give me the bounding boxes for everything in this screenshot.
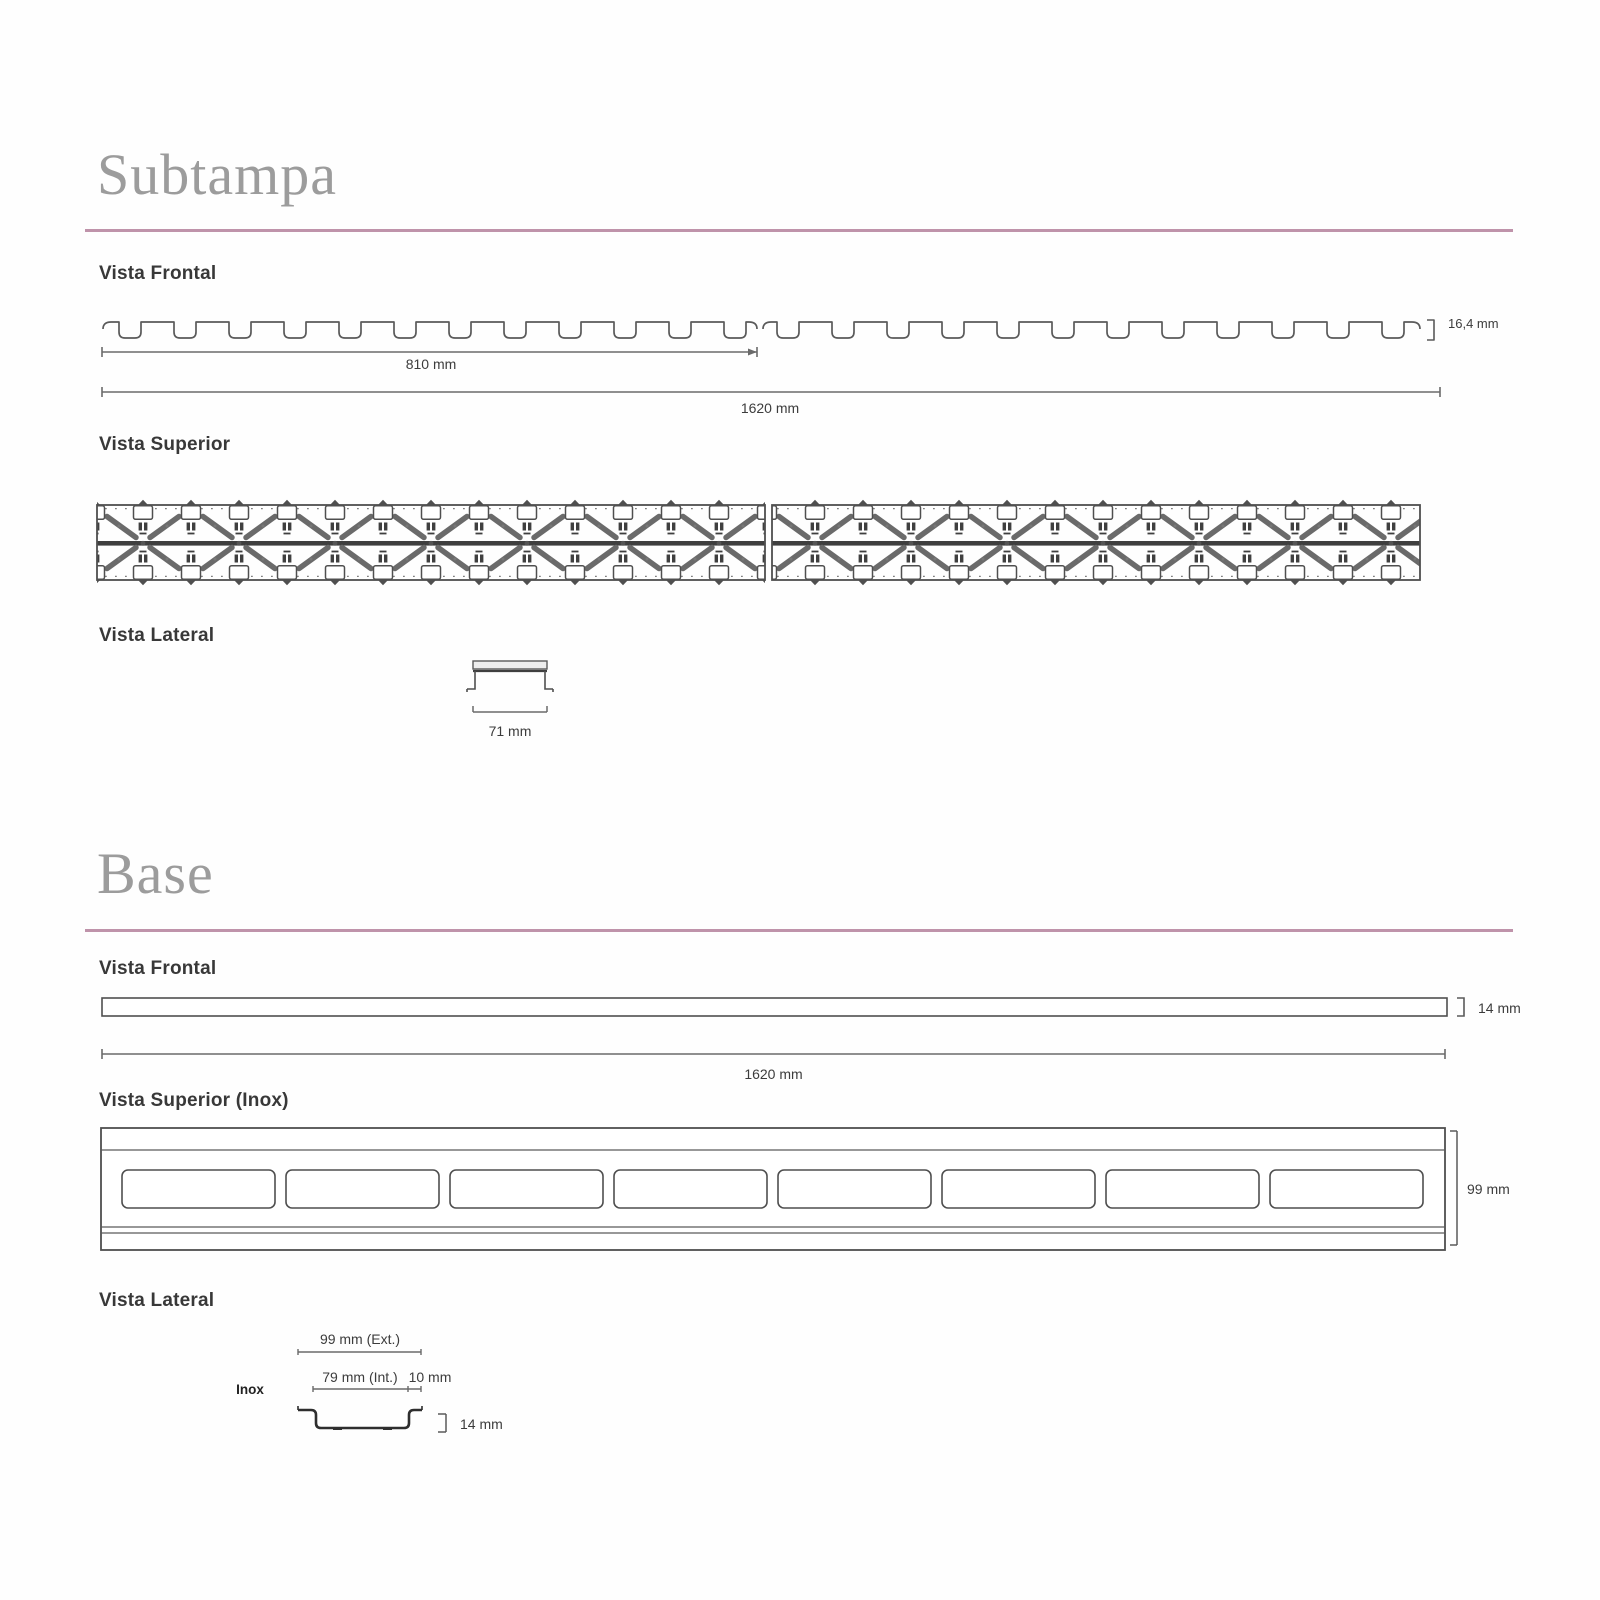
base-lateral-heading: Vista Lateral — [99, 1290, 215, 1311]
subtampa-dim-810-label: 810 mm — [405, 356, 457, 372]
subtampa-superior-heading: Vista Superior — [99, 434, 231, 455]
base-thickness-label: 14 mm — [1478, 1000, 1521, 1016]
subtampa-divider-rule — [85, 229, 1513, 232]
base-frontal-heading: Vista Frontal — [99, 958, 217, 979]
ext-dim-bracket — [298, 1349, 421, 1355]
base-material-label: Inox — [236, 1382, 264, 1397]
subtampa-dim-71-line — [460, 703, 560, 717]
subtampa-title: Subtampa — [97, 142, 337, 207]
base-title: Base — [97, 841, 214, 906]
int-dim-bracket — [313, 1386, 421, 1392]
base-superior-heading: Vista Superior (Inox) — [99, 1090, 289, 1111]
subtampa-lateral-profile-drawing — [460, 652, 560, 700]
base-lateral-thickness-label: 14 mm — [460, 1416, 503, 1432]
subtampa-dim-71-label: 71 mm — [488, 723, 532, 739]
base-flange-dim-label: 10 mm — [408, 1369, 452, 1385]
subtampa-frontal-heading: Vista Frontal — [99, 263, 217, 284]
base-frontal-profile-drawing — [95, 994, 1475, 1024]
base-superior-drawing — [98, 1126, 1476, 1258]
subtampa-dim-1620-label: 1620 mm — [740, 400, 800, 416]
base-ext-dim-label: 99 mm (Ext.) — [319, 1331, 401, 1347]
thickness-bracket — [438, 1414, 446, 1432]
base-dim-1620-label: 1620 mm — [744, 1066, 803, 1082]
base-divider-rule — [85, 929, 1513, 932]
subtampa-frontal-profile-drawing — [95, 314, 1445, 350]
base-height-label: 99 mm — [1467, 1181, 1510, 1197]
subtampa-superior-drawing — [95, 496, 1430, 592]
thickness-bracket — [1457, 998, 1464, 1016]
channel-profile — [298, 1410, 422, 1428]
subtampa-thickness-label: 16,4 mm — [1448, 316, 1499, 331]
thickness-bracket — [1427, 320, 1434, 340]
base-int-dim-label: 79 mm (Int.) — [322, 1369, 398, 1385]
subtampa-dim-1620-line — [95, 386, 1445, 400]
subtampa-lateral-heading: Vista Lateral — [99, 625, 215, 646]
height-bracket — [1450, 1131, 1457, 1245]
base-dim-1620-line — [95, 1048, 1455, 1062]
